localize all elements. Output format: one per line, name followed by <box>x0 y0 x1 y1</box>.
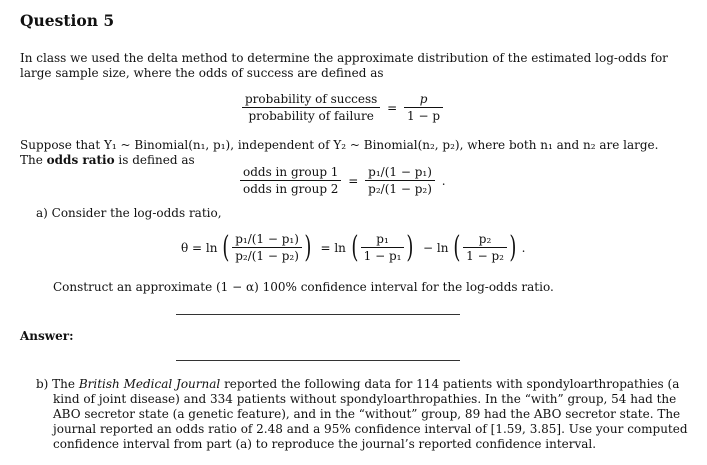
suppose-line-1: Suppose that Y₁ ~ Binomial(n₁, p₁), independent of Y₂ ~ Binomial(n₂, p₂), where both n₁ and n₂ are large. <box>20 138 659 152</box>
group2-numerator: p₂ <box>463 232 507 248</box>
theta-ln: θ = ln <box>181 240 218 255</box>
group1-fraction <box>361 232 405 263</box>
ratio-rhs-numerator: p₁/(1 − p₁) <box>365 165 435 181</box>
ratio-rhs-denominator: p₂/(1 − p₂) <box>368 182 432 196</box>
ratio-fraction <box>240 165 341 196</box>
odds-equals: = <box>387 100 398 115</box>
formula-period: . <box>521 240 526 255</box>
odds-rhs-numerator: p <box>404 92 443 108</box>
minus-ln: − ln <box>422 240 449 255</box>
inner-denominator: p₂/(1 − p₂) <box>235 249 299 263</box>
odds-ratio-formula <box>240 165 449 196</box>
part-a-instruction: Construct an approximate (1 − α) 100% confidence interval for the log-odds ratio. <box>53 280 554 294</box>
group1-numerator: p₁ <box>361 232 405 248</box>
inner-fraction <box>232 232 302 263</box>
odds-rhs-denominator: 1 − p <box>407 109 441 123</box>
suppose-line-2: The odds ratio is defined as <box>20 153 195 167</box>
part-b-line-3: ABO secretor state (a genetic feature), and in the “without” group, 89 had the ABO secretor state. The <box>53 407 681 421</box>
answer-label: Answer: <box>20 329 74 343</box>
odds-numerator: probability of success <box>242 92 380 108</box>
part-b-line-1: b) The British Medical Journal reported the following data for 114 patients with spondyloarthropathies (a <box>36 377 680 391</box>
part-a-label: a) Consider the log-odds ratio, <box>36 206 222 220</box>
odds-rhs-fraction <box>404 92 443 123</box>
group2-denominator: 1 − p₂ <box>466 249 504 263</box>
part-b-line-2: kind of joint disease) and 334 patients without spondyloarthropathies. In the “with” group, 54 had the <box>53 392 677 406</box>
group2-fraction <box>463 232 507 263</box>
journal-name: British Medical Journal <box>78 377 221 391</box>
ratio-period: . <box>441 173 446 188</box>
log-odds-ratio-formula <box>178 229 529 265</box>
answer-line-2 <box>176 360 460 361</box>
inner-numerator: p₁/(1 − p₁) <box>232 232 302 248</box>
left-paren-3: ( <box>453 229 461 265</box>
ratio-denominator: odds in group 2 <box>243 182 339 196</box>
ratio-numerator: odds in group 1 <box>240 165 341 181</box>
answer-line-1 <box>176 314 460 315</box>
right-paren-3: ) <box>509 229 517 265</box>
left-paren-1: ( <box>222 229 230 265</box>
equals-ln: = ln <box>320 240 346 255</box>
group1-denominator: 1 − p₁ <box>363 249 402 263</box>
ratio-rhs-fraction <box>365 165 435 196</box>
odds-denominator: probability of failure <box>248 109 374 123</box>
right-paren-2: ) <box>406 229 414 265</box>
ratio-equals: = <box>348 173 359 188</box>
odds-formula <box>242 92 443 123</box>
left-paren-2: ( <box>351 229 359 265</box>
part-b-line-4: journal reported an odds ratio of 2.48 and a 95% confidence interval of [1.59, 3.85]. Use your computed <box>53 422 688 436</box>
intro-line-2: large sample size, where the odds of success are defined as <box>20 66 384 80</box>
intro-line-1: In class we used the delta method to determine the approximate distribution of the estimated log-odds for <box>20 51 668 65</box>
odds-fraction <box>242 92 380 123</box>
odds-ratio-term: odds ratio <box>46 153 115 167</box>
question-heading: Question 5 <box>20 11 115 30</box>
right-paren-1: ) <box>304 229 312 265</box>
part-b-line-5: confidence interval from part (a) to reproduce the journal’s reported confidence interval. <box>53 437 597 451</box>
